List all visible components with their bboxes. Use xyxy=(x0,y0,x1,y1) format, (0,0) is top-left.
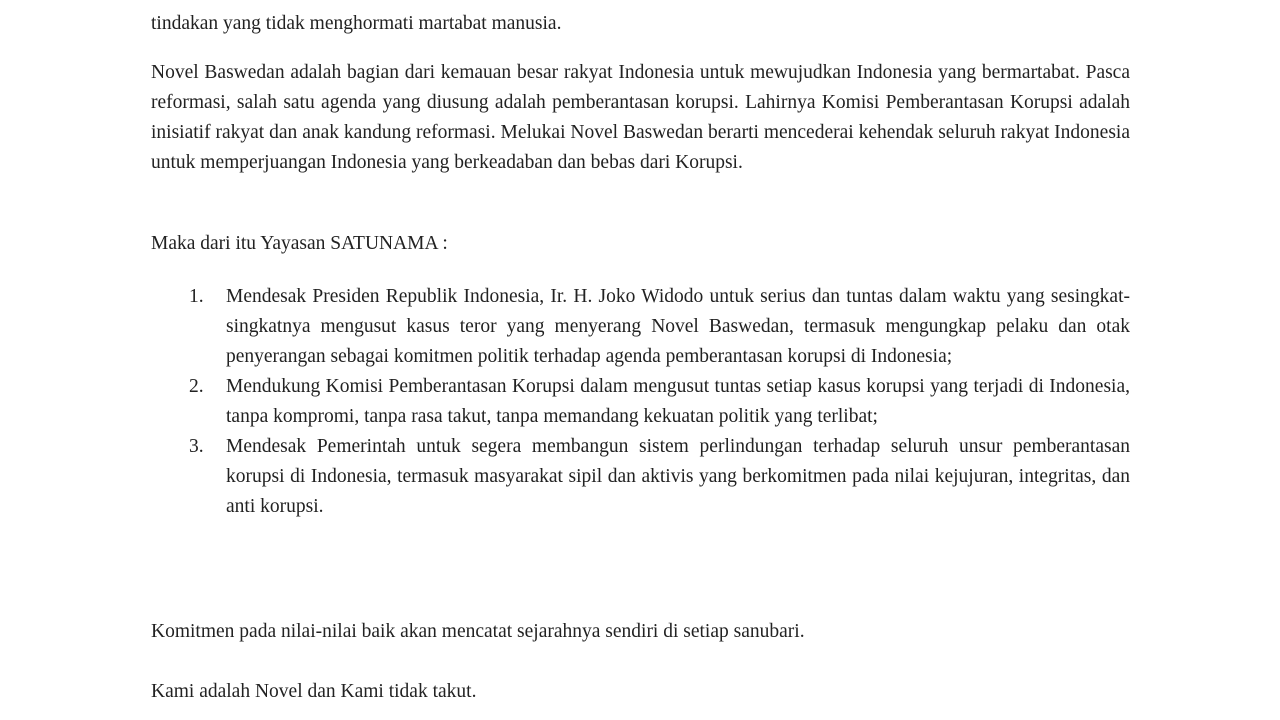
list-item-text: Mendukung Komisi Pemberantasan Korupsi dalam mengusut tuntas setiap kasus korupsi yang terjadi di Indonesia, tanpa kompromi, tanpa rasa takut, tanpa memandang kekuatan politik yang terlibat; xyxy=(226,376,1130,427)
paragraph-closing: Kami adalah Novel dan Kami tidak takut. xyxy=(151,681,477,702)
list-item-number: 1. xyxy=(189,286,204,307)
list-item xyxy=(151,432,1130,522)
list-item-text: Mendesak Pemerintah untuk segera membangun sistem perlindungan terhadap seluruh unsur pemberantasan korupsi di Indonesia, termasuk masyarakat sipil dan aktivis yang berkomitmen pada nilai kejujuran, integritas, dan anti korupsi. xyxy=(226,436,1130,517)
list-item xyxy=(151,372,1130,432)
paragraph-novel-baswedan: Novel Baswedan adalah bagian dari kemauan besar rakyat Indonesia untuk mewujudkan Indonesia yang bermartabat. Pasca reformasi, salah satu agenda yang diusung adalah pemberantasan korupsi. Lahirnya Komisi Pemberantasan Korupsi adalah inisiatif rakyat dan anak kandung reformasi. Melukai Novel Baswedan berarti mencederai kehendak seluruh rakyat Indonesia untuk memperjuangan Indonesia yang berkeadaban dan bebas dari Korupsi. xyxy=(151,62,1130,173)
paragraph-commitment: Komitmen pada nilai-nilai baik akan mencatat sejarahnya sendiri di setiap sanubari. xyxy=(151,621,805,642)
list-item xyxy=(151,282,1130,372)
list-item-number: 3. xyxy=(189,436,204,457)
demands-list xyxy=(151,282,1130,522)
paragraph-intro-end: tindakan yang tidak menghormati martabat manusia. xyxy=(151,13,562,34)
paragraph-satunama-intro: Maka dari itu Yayasan SATUNAMA : xyxy=(151,233,448,254)
list-item-text: Mendesak Presiden Republik Indonesia, Ir. H. Joko Widodo untuk serius dan tuntas dalam waktu yang sesingkat-singkatnya mengusut kasus teror yang menyerang Novel Baswedan, termasuk mengungkap pelaku dan otak penyerangan sebagai komitmen politik terhadap agenda pemberantasan korupsi di Indonesia; xyxy=(226,286,1130,367)
list-item-number: 2. xyxy=(189,376,204,397)
